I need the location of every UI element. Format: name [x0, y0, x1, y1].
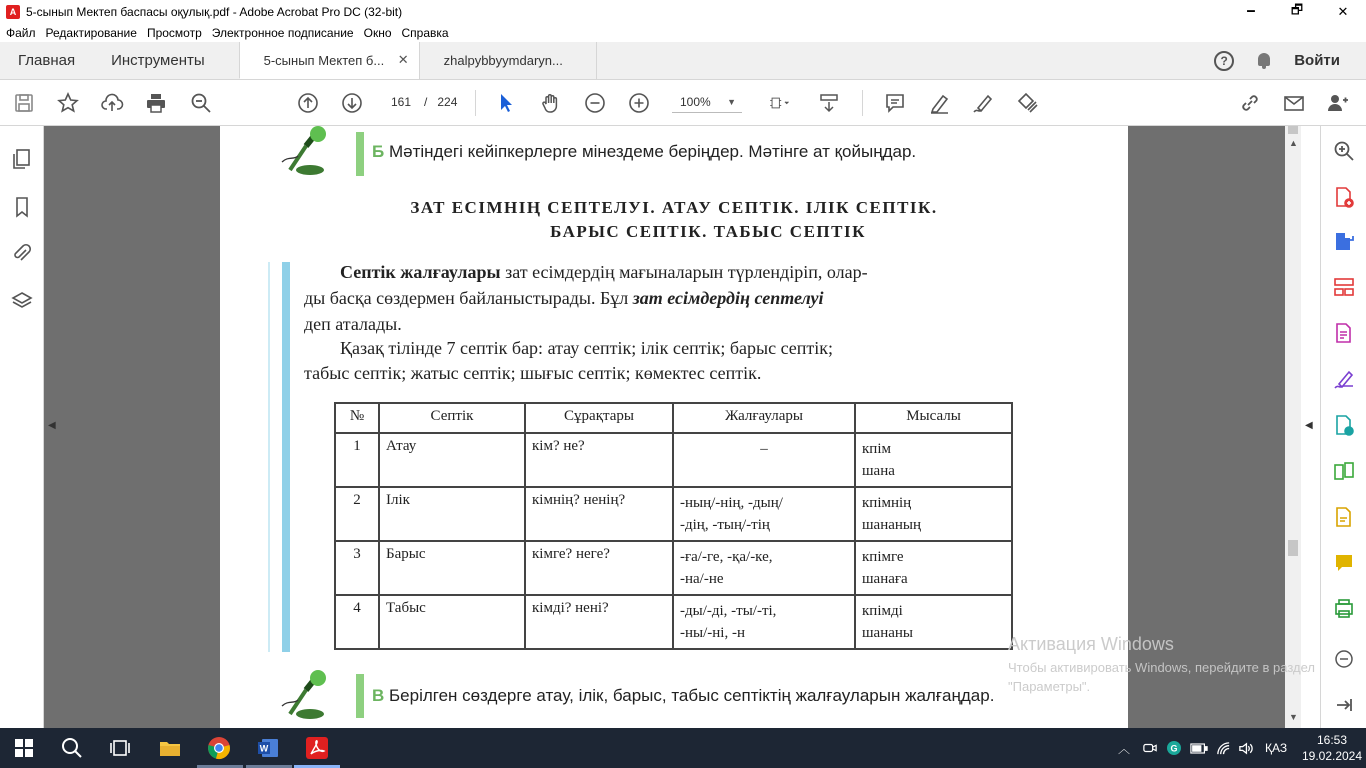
expand-left-panel-icon[interactable]: ◀ [48, 420, 56, 431]
comment-icon[interactable] [883, 92, 907, 114]
page-number-input[interactable]: 161 [390, 95, 412, 109]
add-user-icon[interactable] [1326, 92, 1350, 114]
tab-document-2[interactable] [419, 42, 597, 79]
previous-page-icon[interactable] [296, 92, 320, 114]
paragraph-line-4: Қазақ тілінде 7 септік бар: атау септік; ілік септік; барыс септік; [340, 338, 834, 358]
acrobat-app-icon: A [6, 5, 20, 19]
section-heading-line-2: БАРЫС СЕПТІК. ТАБЫС СЕПТІК [550, 222, 866, 241]
upload-cloud-icon[interactable] [100, 92, 124, 114]
fill-sign-icon[interactable] [1333, 368, 1355, 390]
hand-tool-icon[interactable] [539, 92, 563, 114]
row-case: Табыс [379, 595, 525, 649]
clock-date: 19.02.2024 [1301, 749, 1363, 763]
sign-in-button[interactable]: Войти [1294, 52, 1340, 69]
row-endings [673, 541, 855, 595]
row-endings-line-2: -дің, -тың/-тің [680, 517, 770, 533]
select-cursor-icon[interactable] [494, 92, 518, 114]
show-hidden-icons[interactable]: ︿ [1118, 741, 1131, 756]
row-examples [855, 433, 1012, 487]
email-icon[interactable] [1282, 92, 1306, 114]
row-endings [673, 487, 855, 541]
comment-tool-icon[interactable] [1333, 552, 1355, 574]
menu-window[interactable]: Окно [363, 26, 392, 40]
row-endings-line-2: -ны/-ні, -н [680, 625, 745, 641]
row-number: 3 [335, 541, 379, 595]
row-questions: кімге? неге? [525, 541, 673, 595]
tab-document-1[interactable] [239, 42, 419, 79]
task-accent-bar [356, 132, 364, 176]
zoom-level-select[interactable] [672, 91, 742, 113]
microphone-icon [280, 670, 330, 722]
task-b-instruction: Мәтіндегі кейіпкерлерге мінездеме беріңдер. Мәтінге ат қойыңдар. [388, 142, 917, 161]
windows-start-icon[interactable] [12, 736, 36, 760]
row-endings-line-1: -ға/-ге, -қа/-ке, [680, 549, 773, 565]
left-navigation-rail [0, 126, 44, 728]
scroll-mode-icon[interactable] [817, 92, 841, 114]
windows-activation-text: Чтобы активировать Windows, перейдите в раздел "Параметры". [1008, 660, 1315, 694]
menu-help[interactable]: Справка [401, 26, 449, 40]
scroll-up-arrow-icon[interactable]: ▲ [1289, 138, 1298, 148]
page-separator: / [424, 95, 428, 109]
zoom-in-icon[interactable] [627, 92, 651, 114]
file-explorer-icon[interactable] [158, 736, 182, 760]
zoom-search-icon[interactable] [189, 92, 213, 114]
tab-home[interactable]: Главная [18, 52, 76, 69]
table-header-examples: Мысалы [855, 403, 1012, 433]
compare-files-icon[interactable] [1333, 460, 1355, 482]
print-production-icon[interactable] [1333, 598, 1355, 620]
stamp-comment-icon[interactable] [1333, 506, 1355, 528]
row-questions: кім? не? [525, 433, 673, 487]
page-fit-icon[interactable] [762, 92, 798, 114]
close-tab-icon[interactable]: ✕ [397, 52, 409, 67]
row-endings-line-1: -ның/-нің, -дың/ [680, 495, 783, 511]
rule-accent-bar [282, 262, 290, 652]
row-questions: кімді? нені? [525, 595, 673, 649]
row-example-1: кпім [862, 441, 891, 457]
menu-bar [0, 24, 1366, 42]
row-endings-line-1: – [760, 441, 768, 457]
zoom-out-icon[interactable] [583, 92, 607, 114]
minimize-button[interactable]: 🗕 [1246, 2, 1256, 17]
row-number: 2 [335, 487, 379, 541]
clock-time: 16:53 [1316, 733, 1348, 747]
search-zoom-icon[interactable] [1333, 140, 1355, 162]
task-view-icon[interactable] [108, 736, 132, 760]
collapse-right-panel-icon[interactable] [1333, 694, 1355, 716]
battery-icon[interactable] [1190, 728, 1208, 768]
row-endings [673, 433, 855, 487]
svg-text:W: W [259, 743, 269, 754]
row-endings-line-1: -ды/-ді, -ты/-ті, [680, 603, 777, 619]
row-number: 1 [335, 433, 379, 487]
row-example-2: шананы [862, 625, 913, 641]
row-example-2: шанаға [862, 571, 908, 587]
scrollbar-top-marker [1288, 126, 1298, 134]
send-for-review-icon[interactable] [1333, 414, 1355, 436]
term-declension: зат есімдердің септелуі [632, 288, 824, 308]
paragraph-line-5: табыс септік; жатыс септік; шығыс септік; көмектес септік. [304, 363, 762, 383]
page-thumbnails-icon[interactable] [11, 148, 33, 170]
row-case: Барыс [379, 541, 525, 595]
close-button[interactable]: ✕ [1337, 4, 1349, 19]
scroll-down-arrow-icon[interactable]: ▼ [1289, 712, 1298, 722]
tab-bar [0, 42, 1366, 80]
task-b-letter: Б [372, 142, 385, 161]
task-v-letter: В [372, 686, 385, 705]
menu-esign[interactable]: Электронное подписание [211, 26, 354, 40]
table-header-number: № [335, 403, 379, 433]
row-examples [855, 487, 1012, 541]
help-icon[interactable]: ? [1214, 51, 1234, 71]
page-count: 224 [437, 95, 458, 109]
toolbar-divider [862, 90, 863, 116]
row-example-1: кпімнің [862, 495, 912, 511]
paragraph-line-2 [304, 288, 824, 309]
paragraph-line-3: деп аталады. [304, 314, 402, 334]
row-endings-line-2: -на/-не [680, 571, 724, 587]
menu-file[interactable]: Файл [6, 26, 36, 40]
scrollbar-thumb[interactable] [1288, 540, 1298, 556]
paragraph-line-1-rest: зат есімдердің мағыналарын түрлендіріп, олар- [500, 262, 868, 282]
zoom-level-value: 100% [680, 95, 711, 109]
input-language-indicator[interactable]: ҚАЗ [1265, 741, 1288, 755]
right-tools-rail [1320, 126, 1366, 728]
save-icon[interactable] [12, 92, 36, 114]
page-total [424, 91, 457, 113]
tab-document-2-label: zhalpybbyymdaryn... [443, 53, 563, 68]
task-b-text [372, 142, 916, 162]
row-endings [673, 595, 855, 649]
edit-stamp-icon[interactable] [1015, 92, 1039, 114]
layers-icon[interactable] [11, 290, 33, 312]
notifications-bell-icon[interactable] [1256, 52, 1272, 70]
bookmark-star-icon[interactable] [56, 92, 80, 114]
table-row [335, 433, 1012, 487]
section-heading-line-1: ЗАТ ЕСІМНІҢ СЕПТЕЛУІ. АТАУ СЕПТІК. ІЛІК СЕПТІК. [410, 198, 938, 217]
svg-text:G: G [1170, 743, 1178, 754]
volume-icon[interactable] [1238, 728, 1253, 768]
task-v-instruction: Берілген сөздерге атау, ілік, барыс, табыс септіктің жалғауларын жалғаңдар. [389, 686, 995, 705]
organize-pages-icon[interactable] [1333, 276, 1355, 298]
word-icon[interactable] [256, 736, 280, 760]
row-case: Атау [379, 433, 525, 487]
vertical-scrollbar[interactable] [1285, 126, 1301, 728]
windows-activation-title: Активация Windows [1008, 634, 1174, 654]
tab-tools[interactable]: Инструменты [111, 52, 205, 69]
draw-sign-icon[interactable] [971, 92, 995, 114]
meet-now-icon[interactable] [1143, 728, 1157, 768]
window-title: 5-сынып Мектеп баспасы оқулық.pdf - Adobe Acrobat Pro DC (32-bit) [26, 5, 403, 19]
next-page-icon[interactable] [340, 92, 364, 114]
attachments-paperclip-icon[interactable] [11, 242, 33, 264]
title-bar [0, 0, 1366, 24]
table-header-endings: Жалғаулары [673, 403, 855, 433]
edit-pdf-icon[interactable] [1333, 322, 1355, 344]
print-icon[interactable] [144, 92, 168, 114]
row-example-2: шана [862, 463, 895, 479]
table-header-row [335, 403, 1012, 433]
windows-taskbar [0, 728, 1366, 768]
table-row [335, 541, 1012, 595]
menu-edit[interactable]: Редактирование [45, 26, 137, 40]
row-examples [855, 541, 1012, 595]
system-clock[interactable] [1300, 732, 1364, 764]
row-case: Ілік [379, 487, 525, 541]
bookmarks-icon[interactable] [11, 196, 33, 218]
row-example-2: шананың [862, 517, 922, 533]
rule-box-border [268, 262, 270, 652]
microphone-icon [280, 126, 330, 178]
highlight-pen-icon[interactable] [927, 92, 951, 114]
share-link-icon[interactable] [1238, 92, 1262, 114]
table-row [335, 487, 1012, 541]
maximize-button[interactable]: 🗗 [1290, 2, 1304, 17]
expand-right-panel-icon[interactable]: ◀ [1305, 420, 1313, 431]
pdf-page [220, 126, 1128, 728]
create-pdf-icon[interactable] [1333, 186, 1355, 208]
toolbar-divider [475, 90, 476, 116]
more-tools-icon[interactable] [1333, 648, 1355, 670]
toolbar [0, 80, 1366, 126]
row-examples [855, 595, 1012, 649]
row-questions: кімнің? ненің? [525, 487, 673, 541]
export-pdf-icon[interactable] [1333, 230, 1355, 252]
table-row [335, 595, 1012, 649]
search-icon[interactable] [60, 736, 84, 760]
table-header-case: Септік [379, 403, 525, 433]
paragraph-line-1 [340, 262, 868, 283]
acrobat-taskbar-icon[interactable] [305, 736, 329, 760]
chevron-down-icon: ▼ [727, 97, 736, 107]
row-example-1: кпімге [862, 549, 904, 565]
term-case-endings: Септік жалғаулары [340, 262, 501, 282]
row-number: 4 [335, 595, 379, 649]
chrome-icon[interactable] [207, 736, 231, 760]
table-header-questions: Сұрақтары [525, 403, 673, 433]
menu-view[interactable]: Просмотр [146, 26, 202, 40]
paragraph-line-2-start: ды басқа сөздермен байланыстырады. Бұл [304, 288, 633, 308]
wifi-icon[interactable] [1216, 728, 1231, 768]
task-v-text [372, 686, 994, 706]
tab-document-1-label: 5-сынып Мектеп б... [263, 52, 385, 68]
task-accent-bar [356, 674, 364, 718]
app-tray-icon[interactable] [1166, 728, 1182, 768]
case-endings-table [334, 402, 1013, 650]
row-example-1: кпімді [862, 603, 903, 619]
